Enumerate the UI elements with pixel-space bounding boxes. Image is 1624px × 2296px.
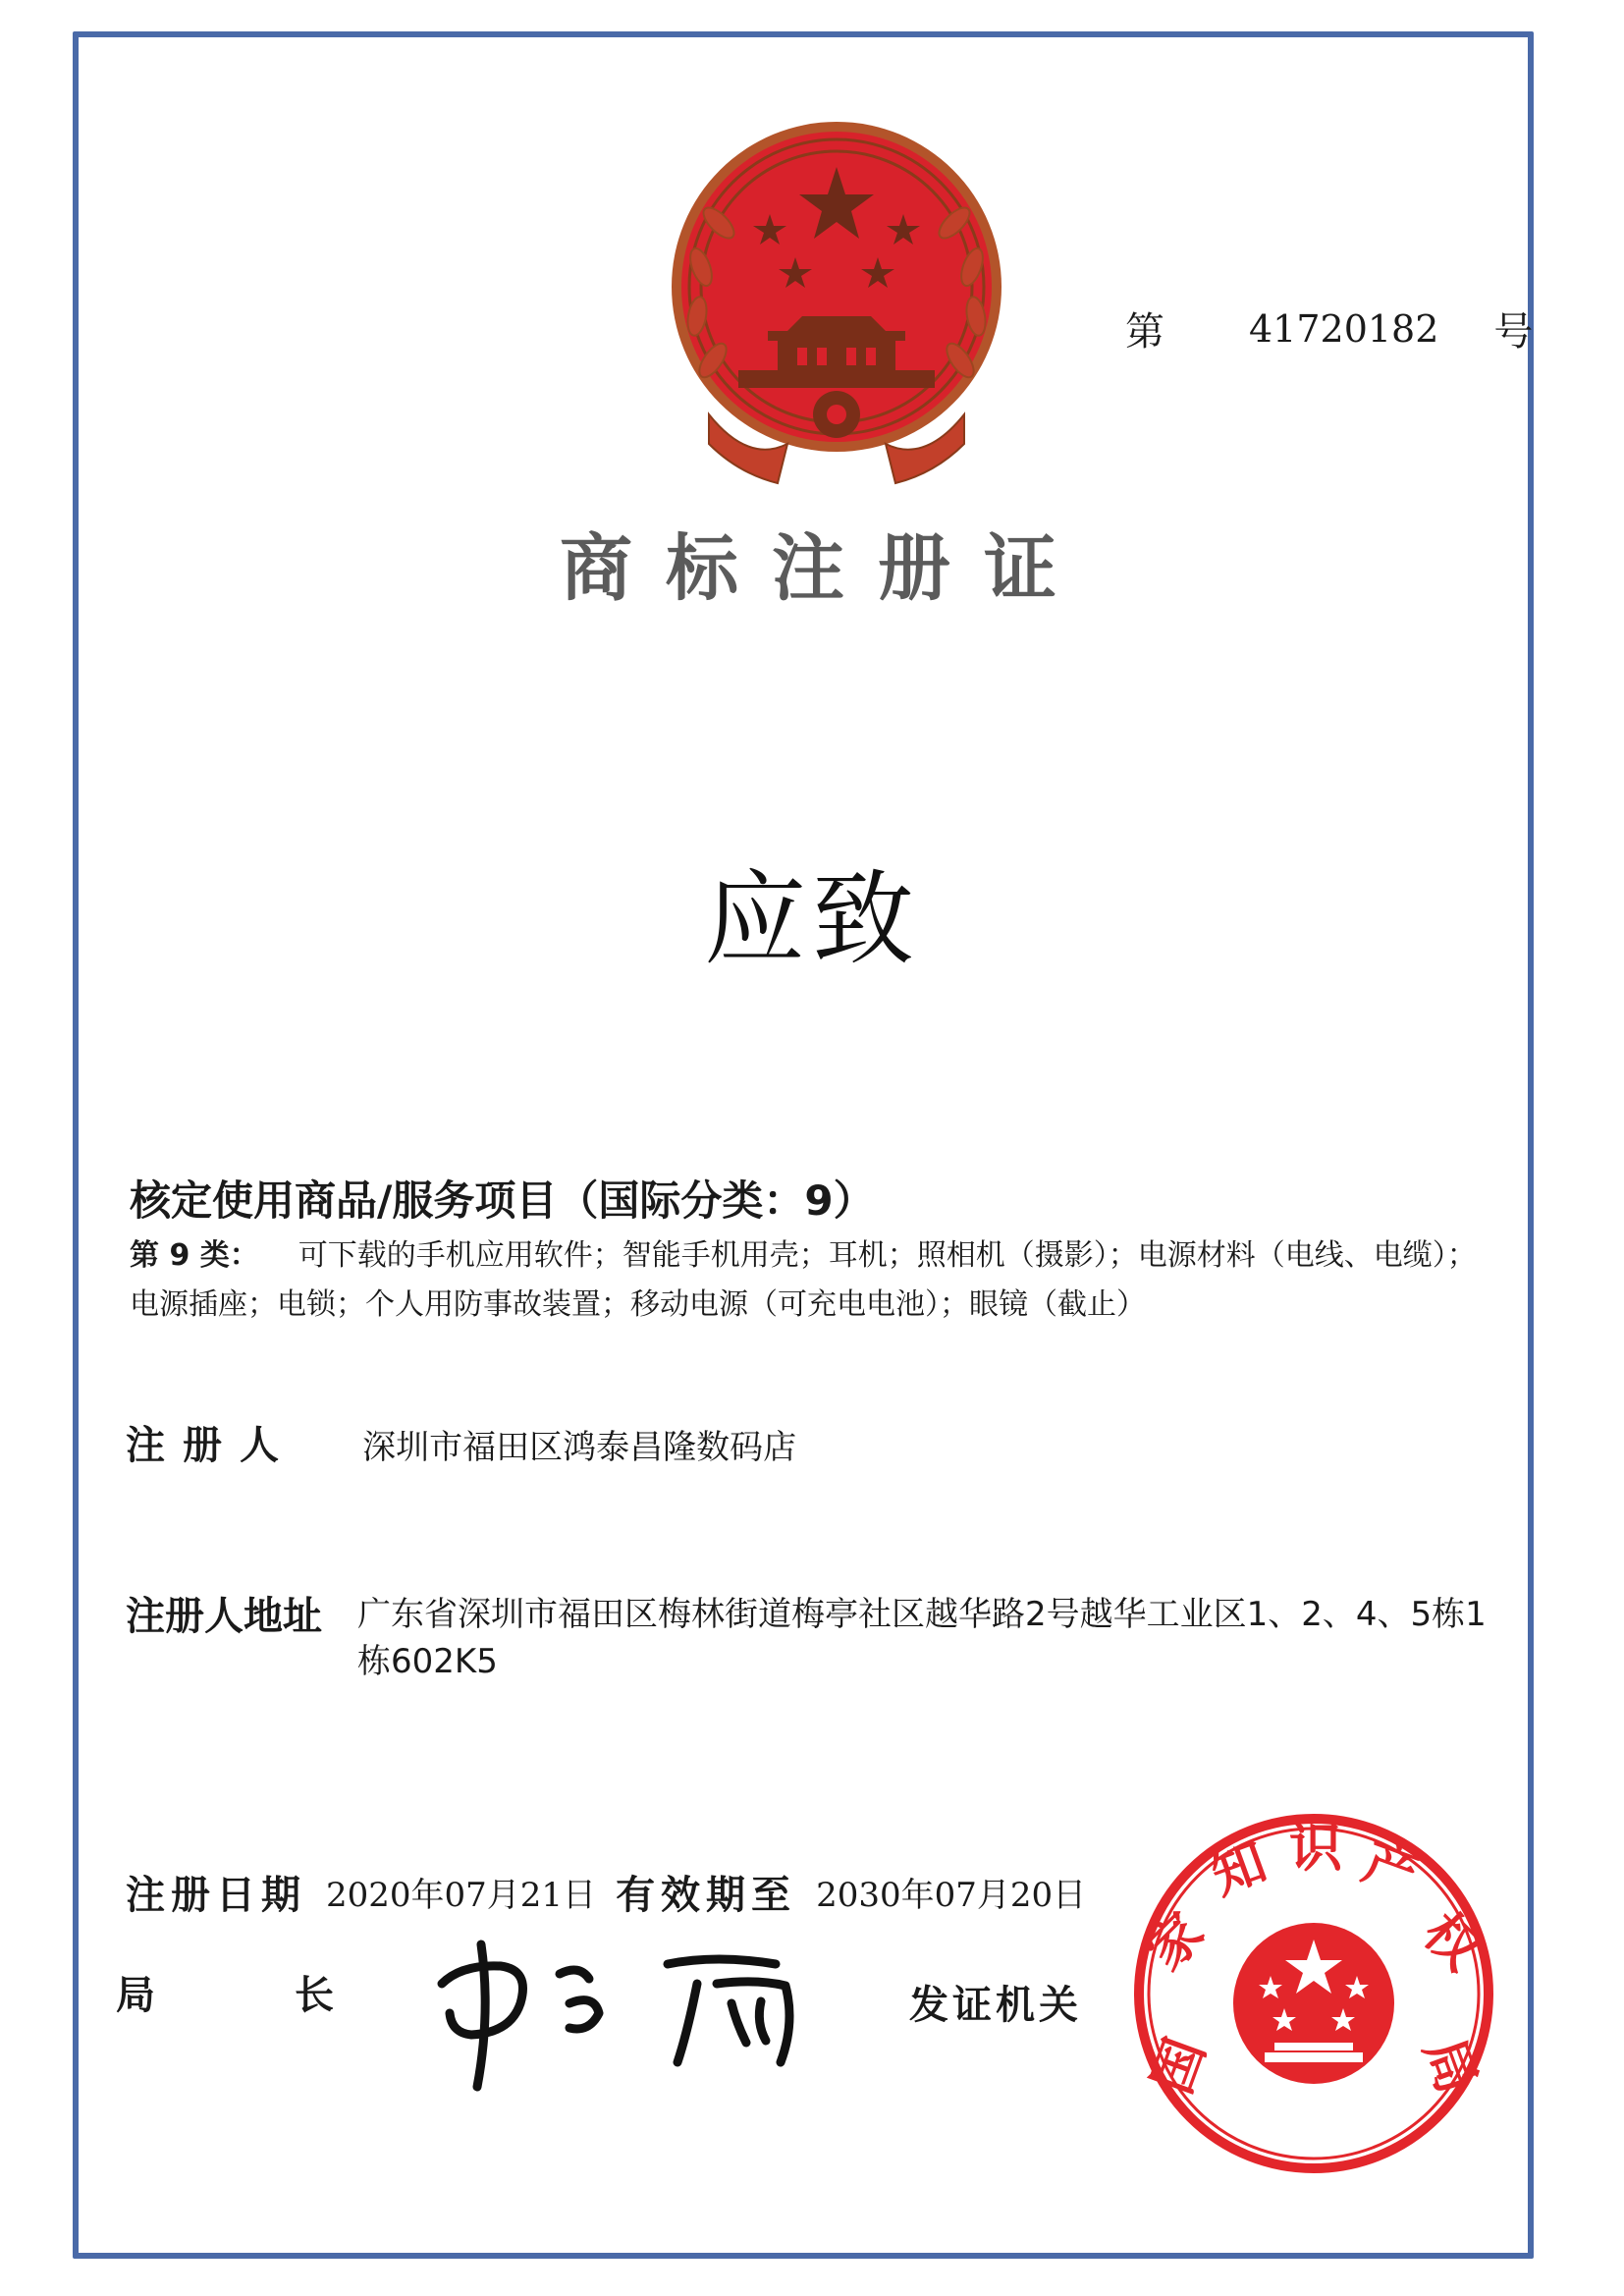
goods-items: 可下载的手机应用软件；智能手机用壳；耳机；照相机（摄影）；电源材料（电线、电缆）；电源插座；电锁；个人用防事故装置；移动电源（可充电电池）；眼镜（截止） — [130, 1238, 1477, 1322]
certificate-number-prefix: 第 — [1125, 309, 1164, 355]
director-char-1: 局 — [116, 1973, 155, 2018]
dates-row — [126, 1864, 1106, 1920]
svg-text:局: 局 — [1412, 2030, 1489, 2102]
national-emblem-icon — [650, 120, 1023, 493]
trademark-name: 应致 — [703, 859, 920, 979]
address-row — [126, 1585, 1487, 1685]
certificate-number — [1125, 301, 1533, 356]
goods-class-label: 第 9 类： — [130, 1238, 259, 1273]
certificate-title: 商标注册证 — [560, 526, 1090, 611]
svg-text:产: 产 — [1355, 1830, 1427, 1907]
issuing-authority-label: 发证机关 — [909, 1983, 1082, 2028]
registration-date-value: 2020年07月21日 — [326, 1876, 597, 1915]
address-label: 注册人地址 — [126, 1594, 322, 1639]
goods-list — [130, 1231, 1485, 1330]
svg-text:权: 权 — [1411, 1900, 1493, 1983]
director-signature — [422, 1925, 854, 2092]
svg-text:国: 国 — [1140, 2030, 1218, 2102]
valid-until-label: 有效期至 — [616, 1873, 797, 1918]
svg-text:识: 识 — [1289, 1817, 1342, 1879]
registrant-row — [126, 1414, 796, 1470]
certificate-number-value: 41720182 — [1249, 306, 1439, 351]
valid-until-value: 2030年07月20日 — [816, 1876, 1087, 1915]
director-char-2: 长 — [295, 1973, 334, 2018]
official-seal-icon — [1127, 1807, 1500, 2180]
svg-text:家: 家 — [1134, 1900, 1217, 1983]
registrant-label: 注册人 — [126, 1423, 297, 1468]
director-label — [116, 1964, 334, 2020]
svg-text:知: 知 — [1203, 1830, 1274, 1907]
certificate-number-suffix: 号 — [1493, 309, 1534, 355]
address-value: 广东省深圳市福田区梅林街道梅亭社区越华路2号越华工业区1、2、4、5栋1栋602K5 — [357, 1595, 1487, 1681]
registration-date-label: 注册日期 — [126, 1873, 306, 1918]
goods-heading: 核定使用商品/服务项目（国际分类：9） — [130, 1176, 875, 1225]
registrant-value: 深圳市福田区鸿泰昌隆数码店 — [362, 1428, 797, 1467]
